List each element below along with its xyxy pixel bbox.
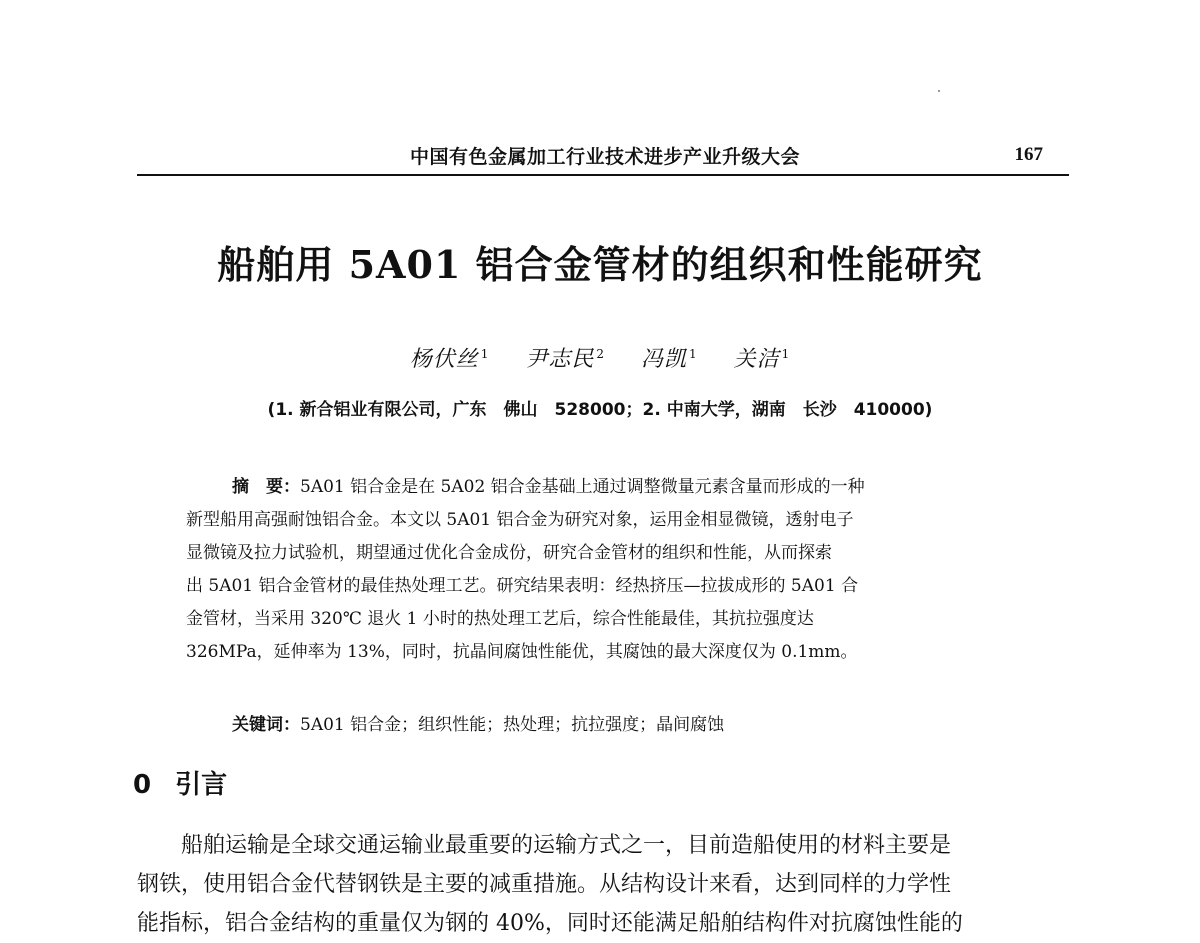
author-name: 冯凯 xyxy=(641,347,688,372)
keywords-label: 关键词： xyxy=(232,715,300,735)
author xyxy=(734,342,791,373)
body-text xyxy=(137,826,1069,943)
author-name: 关洁 xyxy=(733,347,780,372)
author-name: 尹志民 xyxy=(525,347,595,372)
author-name: 杨伏丝 xyxy=(409,347,479,372)
author-affil-mark: 1 xyxy=(689,346,698,361)
section-heading xyxy=(133,764,227,801)
keywords-text: 5A01 铝合金；组织性能；热处理；抗拉强度；晶间腐蚀 xyxy=(300,715,725,735)
abstract xyxy=(186,471,1018,669)
body-line: 能指标，铝合金结构的重量仅为钢的 40%，同时还能满足船舶结构件对抗腐蚀性能的 xyxy=(137,911,963,936)
section-title: 引言 xyxy=(175,770,228,800)
running-title: 中国有色金属加工行业技术进步产业升级大会 xyxy=(409,146,800,168)
author xyxy=(525,342,605,373)
scan-speck xyxy=(938,90,940,92)
affiliations: (1. 新合铝业有限公司，广东 佛山 528000；2. 中南大学，湖南 长沙 410000) xyxy=(267,400,933,420)
section-number: 0 xyxy=(133,770,152,800)
body-line: 船舶运输是全球交通运输业最重要的运输方式之一，目前造船使用的材料主要是 xyxy=(181,833,952,858)
author xyxy=(410,342,490,373)
author-affil-mark: 1 xyxy=(781,346,791,361)
page-number: 167 xyxy=(1014,144,1043,165)
author-list xyxy=(0,342,1200,373)
abstract-line: 326MPa，延伸率为 13%，同时，抗晶间腐蚀性能优，其腐蚀的最大深度仅为 0.1mm。 xyxy=(186,642,858,662)
author-affil-mark: 1 xyxy=(480,346,490,361)
paper-title: 船舶用 5A01 铝合金管材的组织和性能研究 xyxy=(217,242,983,287)
abstract-line: 新型船用高强耐蚀铝合金。本文以 5A01 铝合金为研究对象，运用金相显微镜，透射电子 xyxy=(186,510,854,530)
abstract-label: 摘 要： xyxy=(232,477,300,497)
body-line: 钢铁，使用铝合金代替钢铁是主要的减重措施。从结构设计来看，达到同样的力学性 xyxy=(137,872,952,897)
abstract-text: 5A01 铝合金是在 5A02 铝合金基础上通过调整微量元素含量而形成的一种 xyxy=(300,477,865,497)
author xyxy=(641,342,698,373)
author-affil-mark: 2 xyxy=(596,346,605,361)
running-header xyxy=(137,142,1069,176)
abstract-line: 显微镜及拉力试验机，期望通过优化合金成份，研究合金管材的组织和性能，从而探索 xyxy=(186,543,832,563)
abstract-line: 出 5A01 铝合金管材的最佳热处理工艺。研究结果表明：经热挤压—拉拔成形的 5A01 合 xyxy=(186,576,859,596)
abstract-line xyxy=(186,471,1018,504)
abstract-line: 金管材，当采用 320℃ 退火 1 小时的热处理工艺后，综合性能最佳，其抗拉强度达 xyxy=(186,609,814,629)
keywords xyxy=(232,712,1032,738)
